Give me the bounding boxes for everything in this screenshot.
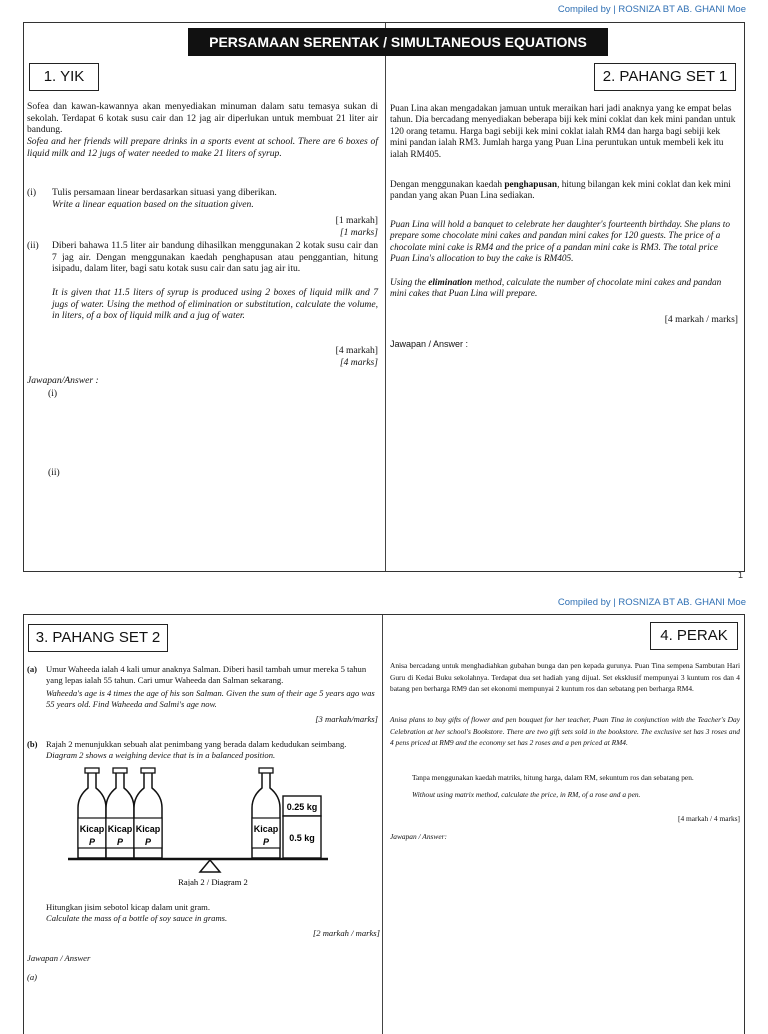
- q1-part-i-marks-english: [1 marks]: [339, 227, 378, 238]
- q2-marks: [4 markah / marks]: [664, 314, 738, 325]
- worksheet-title: PERSAMAAN SERENTAK / SIMULTANEOUS EQUATIONS: [188, 28, 608, 56]
- soy-sauce-bottle-4: [252, 768, 280, 858]
- weight-small-label: 0.25 kg: [286, 802, 318, 812]
- page-number: 1: [738, 570, 744, 580]
- soy-sauce-bottle-2: [106, 768, 134, 858]
- question-1-label: 1. YIK: [29, 63, 99, 91]
- column-divider: [385, 23, 386, 571]
- bottle-2-word: Kicap: [107, 824, 133, 834]
- q4-marks: [4 markah / 4 marks]: [678, 814, 740, 823]
- soy-sauce-bottle-3: [134, 768, 162, 858]
- q4-malay-text: Anisa bercadang untuk menghadiahkan gubahan bunga dan pen kepada gurunya. Puan Tina sempena Sambutan Hari Guru di Kedai Buku sekolahnya. Terdapat dua set hadiah yang dijual. Set eksklusif mempunyai 3 kuntum ros dan 4 batang pen berharga RM9 dan set ekonomi mempunyai 2 kuntum ros dan sebatang pen berharga RM4.: [390, 661, 740, 694]
- q1-answer-ii: (ii): [48, 467, 60, 478]
- weight-large-label: 0.5 kg: [289, 833, 315, 843]
- q3-part-b-question-english: Calculate the mass of a bottle of soy sauce in grams.: [46, 913, 228, 923]
- q1-part-ii-number: (ii): [27, 240, 39, 251]
- column-divider-page-2: [382, 615, 383, 1034]
- q3-part-b-english: Diagram 2 shows a weighing device that is in a balanced position.: [46, 750, 276, 760]
- q3-part-a-malay: Umur Waheeda ialah 4 kali umur anaknya Salman. Diberi hasil tambah umur mereka 5 tahun yang lepas ialah 55 tahun. Cari umur Waheeda dan Salman sekarang.: [46, 664, 367, 685]
- q4-english-text: Anisa plans to buy gifts of flower and pen bouquet for her teacher, Puan Tina in conjunction with the Teacher's Day Celebration at her school's Bookstore. There are two gift sets sold in the bookstore. The exclusive set has 3 roses and 4 pens priced at RM9 and the economy set has 2 roses and a pen priced at RM4.: [390, 715, 740, 748]
- q3-answer-label: Jawapan / Answer: [27, 953, 91, 963]
- q3-part-a-marks: [3 markah/marks]: [315, 714, 378, 724]
- q1-english-text: Sofea and her friends will prepare drinks in a sports event at school. There are 6 boxes of liquid milk and 12 jugs of water needed to make 21 liters of syrup.: [27, 136, 378, 159]
- q1-part-i-marks-malay: [1 markah]: [335, 215, 378, 226]
- q2-english-question-bold: elimination: [428, 278, 473, 288]
- balance-fulcrum: [200, 860, 220, 872]
- q1-part-ii-marks-english: [4 marks]: [339, 357, 378, 368]
- q2-english-question: [390, 278, 738, 301]
- q2-malay-question-pre: Dengan menggunakan kaedah: [390, 180, 505, 190]
- bottle-1-word: Kicap: [79, 824, 105, 834]
- question-4-label: 4. PERAK: [650, 622, 738, 650]
- bottle-4-word: Kicap: [253, 824, 279, 834]
- compiled-by-credit-page-2: Compiled by | ROSNIZA BT AB. GHANI Moe: [557, 597, 746, 608]
- q3-answer-a: (a): [27, 972, 38, 982]
- compiled-by-credit: Compiled by | ROSNIZA BT AB. GHANI Moe: [557, 4, 746, 15]
- q2-malay-question: [390, 180, 738, 203]
- q2-malay-question-post: , hitung bilangan kek mini coklat dan kek mini pandan yang akan Puan Lina sediakan.: [390, 180, 731, 202]
- q1-part-ii-marks-malay: [4 markah]: [335, 345, 378, 356]
- bottle-4-letter: P: [262, 837, 270, 847]
- soy-sauce-bottle-1: [78, 768, 106, 858]
- q2-answer-label: Jawapan / Answer :: [390, 339, 469, 349]
- question-2-label: 2. PAHANG SET 1: [594, 63, 736, 91]
- diagram-caption: Rajah 2 / Diagram 2: [178, 877, 248, 886]
- q1-answer-label: Jawapan/Answer :: [27, 375, 99, 386]
- q1-part-i-malay: Tulis persamaan linear berdasarkan situasi yang diberikan.: [52, 187, 277, 198]
- q3-part-a-number: (a): [27, 664, 38, 674]
- q3-part-b-malay: Rajah 2 menunjukkan sebuah alat penimbang yang berada dalam kedudukan seimbang.: [46, 739, 347, 749]
- q1-part-ii-malay: Diberi bahawa 11.5 liter air bandung dihasilkan menggunakan 2 kotak susu cair dan 7 jag air. Dengan menggunakan kaedah penghapusan atau penggantian, hitung isipadu, dalam liter, bagi satu kotak susu cair dan satu jag air itu.: [52, 240, 378, 275]
- bottle-3-word: Kicap: [135, 824, 161, 834]
- q4-answer-label: Jawapan / Answer:: [390, 832, 447, 841]
- q2-english-question-pre: Using the: [390, 278, 429, 288]
- q4-question-english: Without using matrix method, calculate the price, in RM, of a rose and a pen.: [412, 790, 641, 799]
- q4-question-malay: Tanpa menggunakan kaedah matriks, hitung harga, dalam RM, sekuntum ros dan sebatang pen.: [412, 773, 694, 782]
- weighing-device-diagram: [60, 764, 360, 886]
- bottle-1-letter: P: [88, 837, 96, 847]
- q1-part-i-number: (i): [27, 187, 37, 198]
- q1-malay-text: Sofea dan kawan-kawannya akan menyediakan minuman dalam satu temasya sukan di sekolah. Terdapat 6 kotak susu cair dan 12 jag air diperlukan untuk membuat 21 liter air bandung.: [27, 101, 378, 136]
- q3-part-b-question-malay: Hitungkan jisim sebotol kicap dalam unit gram.: [46, 902, 210, 912]
- question-3-label: 3. PAHANG SET 2: [28, 624, 168, 652]
- q3-part-b-number: (b): [27, 739, 38, 749]
- bottle-3-letter: P: [144, 837, 152, 847]
- bottle-2-letter: P: [116, 837, 124, 847]
- q2-malay-question-bold: penghapusan: [504, 180, 558, 190]
- q2-english-question-post: method, calculate the number of chocolate mini cakes and pandan mini cakes that Puan Lina will prepare.: [390, 278, 722, 300]
- q1-part-ii-english: It is given that 11.5 liters of syrup is produced using 2 boxes of liquid milk and 7 jugs of water. Using the method of elimination or substitution, calculate the volume, in liters, of a box of liquid milk and a jug of water.: [52, 287, 378, 322]
- q2-malay-text: Puan Lina akan mengadakan jamuan untuk meraikan hari jadi anaknya yang ke empat belas tahun. Dia bercadang menyediakan beberapa biji kek mini coklat dan kek mini pandan untuk 120 orang tetamu. Harga bagi sebiji kek mini coklat ialah RM4 dan harga bagi sebiji kek mini pandan ialah RM3. Jumlah harga yang Puan Lina peruntukan untuk membeli kek itu ialah RM405.: [390, 104, 736, 160]
- q3-part-a-english: Waheeda's age is 4 times the age of his son Salman. Given the sum of their age 5 years ago was 55 years old. Find Waheeda and Salmi's age now.: [46, 688, 375, 709]
- q1-part-i-english: Write a linear equation based on the situation given.: [52, 199, 254, 210]
- q1-answer-i: (i): [48, 388, 58, 399]
- q3-part-b-marks: [2 markah / marks]: [312, 928, 380, 938]
- q2-english-text: Puan Lina will hold a banquet to celebrate her daughter's fourteenth birthday. She plans to prepare some chocolate mini cakes and pandan mini cakes for 120 guests. The price of a chocolate mini cake is RM4 and the price of a pandan mini cake is RM3. The total price Puan Lina's allocation to buy the cake is RM405.: [390, 220, 731, 265]
